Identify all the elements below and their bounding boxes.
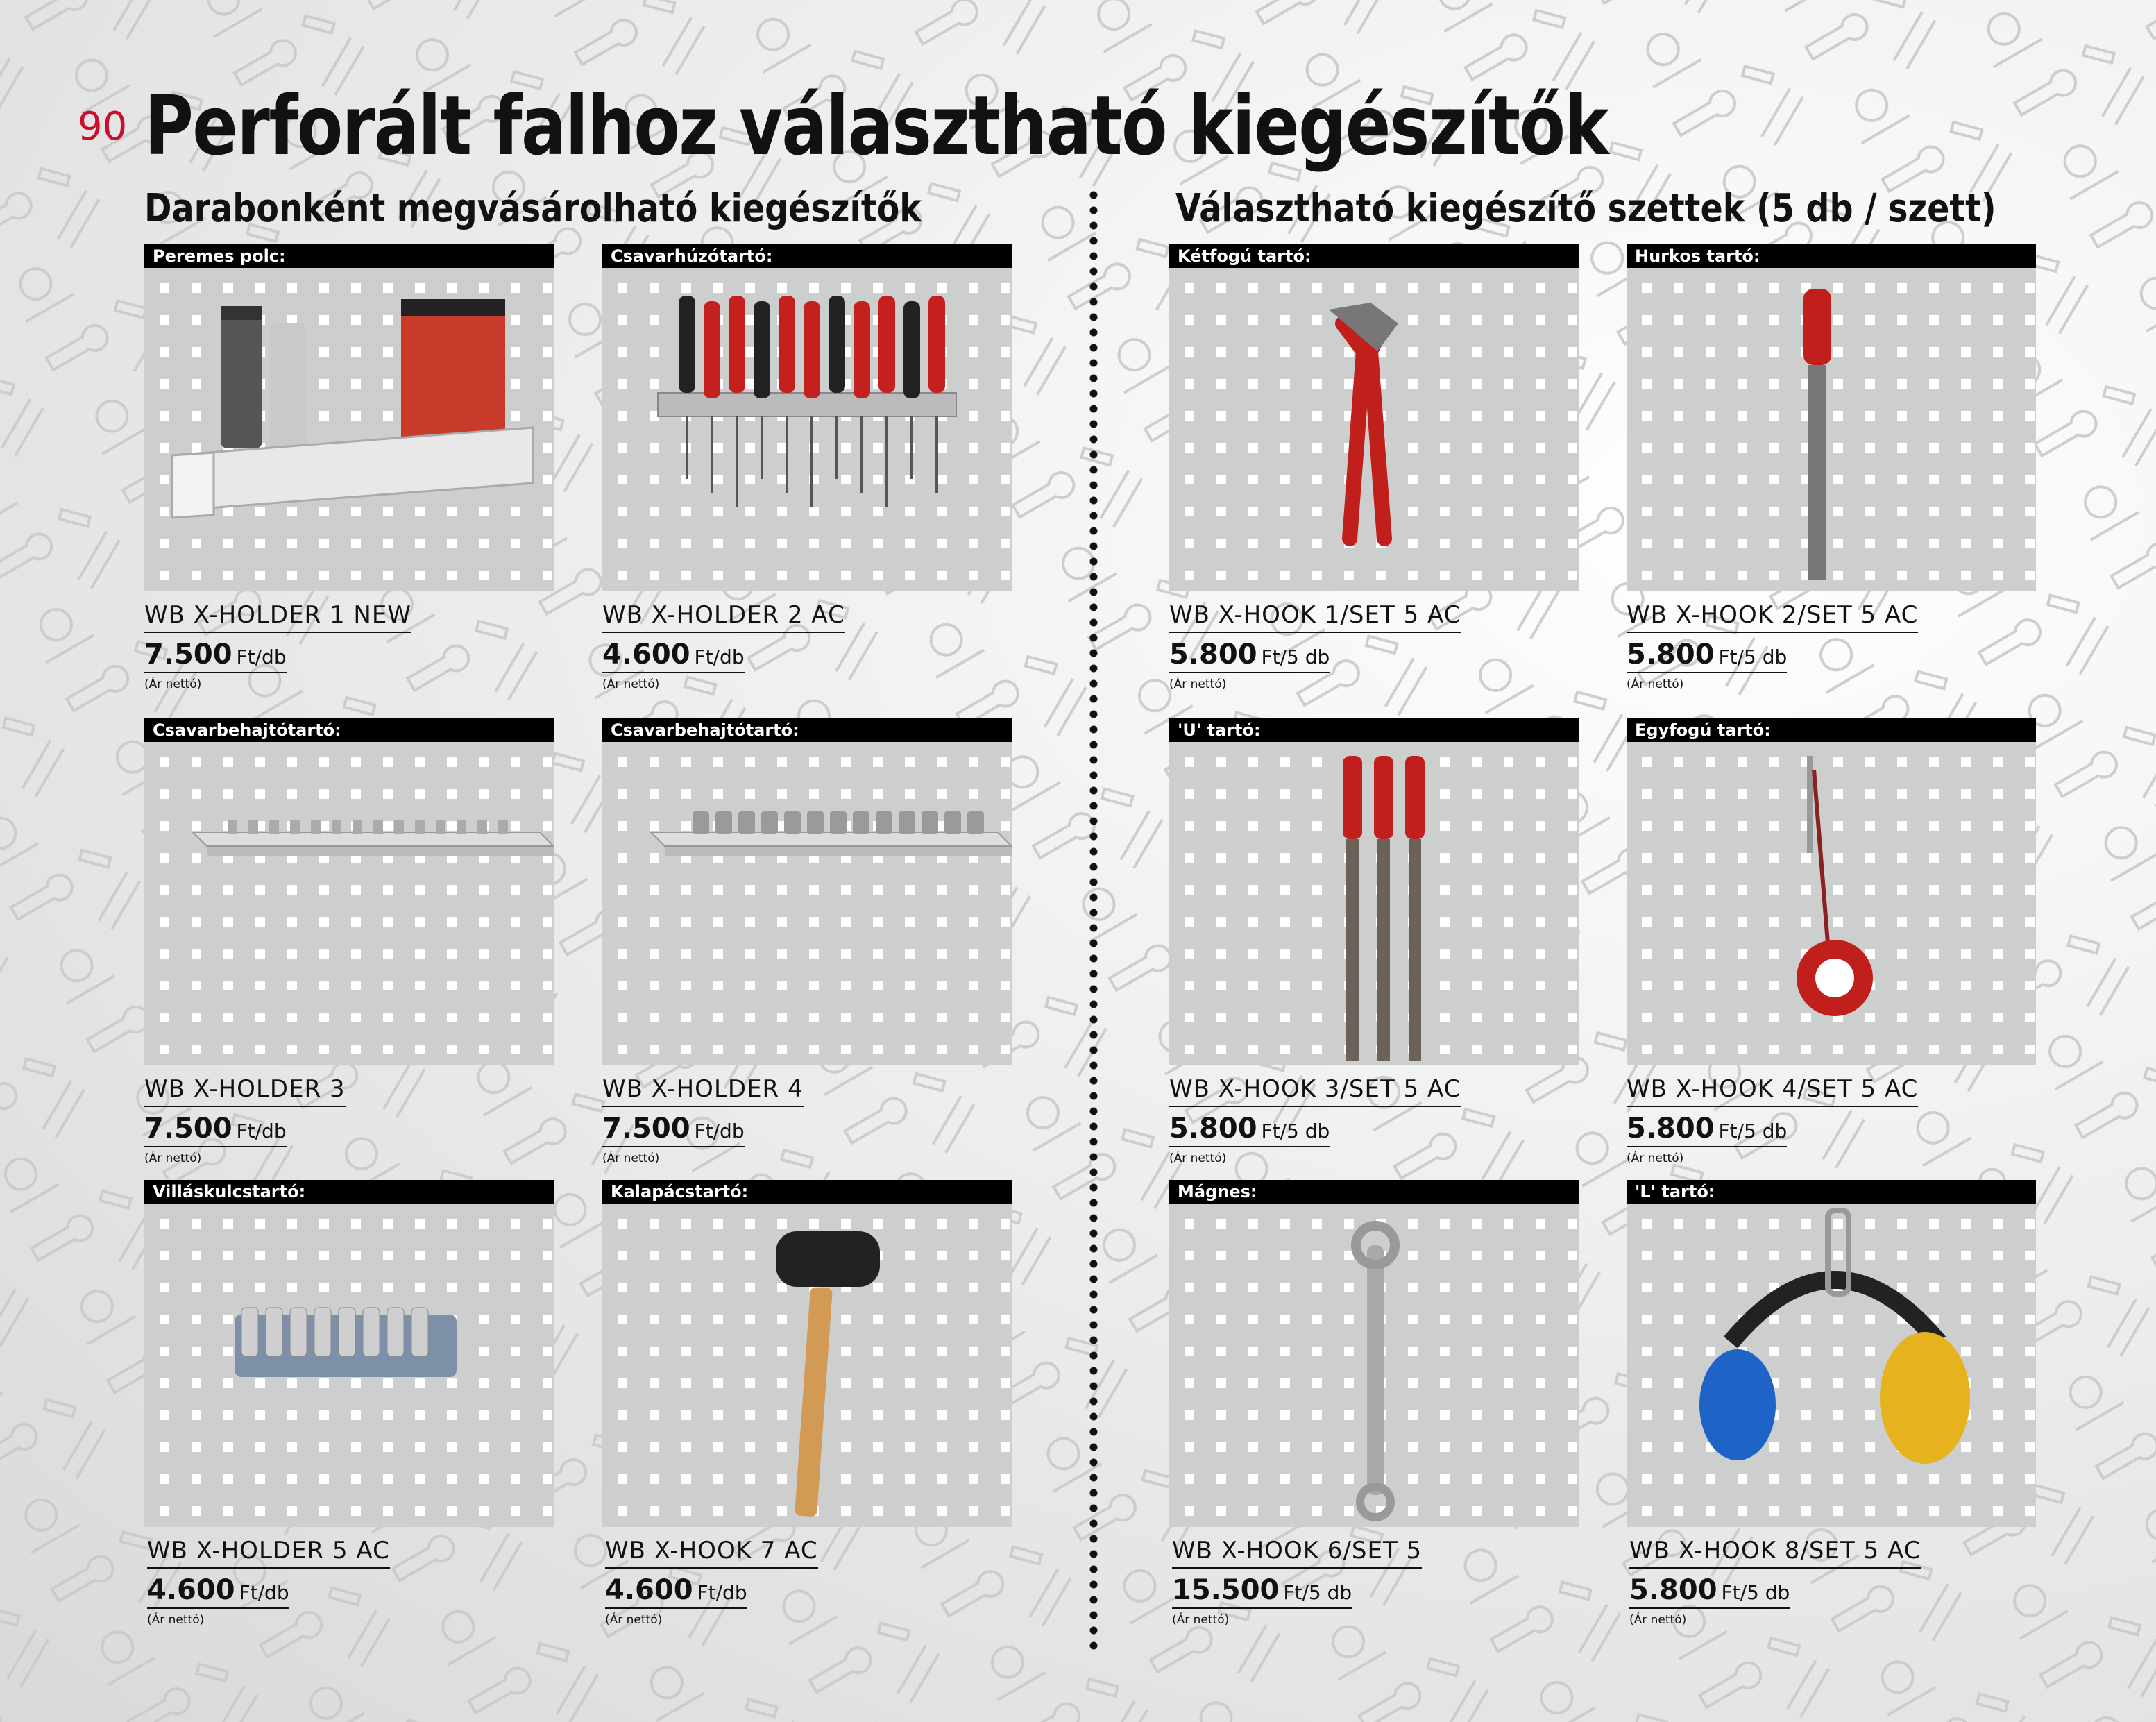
price — [144, 1113, 287, 1147]
price-value: 4.600 — [605, 1574, 693, 1606]
product-photo — [602, 742, 1012, 1065]
price — [602, 1113, 745, 1147]
product-card — [1169, 1180, 1579, 1627]
product-photo — [602, 1204, 1012, 1527]
price-value: 5.800 — [1627, 1113, 1715, 1145]
net-price-note: (Ár nettó) — [605, 1613, 663, 1627]
hammer-holder-icon — [602, 1204, 1012, 1527]
magnet-wrench-icon — [1169, 1204, 1579, 1527]
product-photo — [1169, 268, 1579, 591]
price — [605, 1574, 747, 1609]
product-card — [1627, 244, 2036, 691]
category-label: 'U' tartó: — [1169, 718, 1579, 742]
product-photo — [1627, 268, 2036, 591]
product-code: WB X-HOOK 7 AC — [605, 1537, 818, 1569]
product-card — [1169, 244, 1579, 691]
price — [1172, 1574, 1352, 1609]
bit-holder-rail-icon — [144, 742, 554, 1065]
product-card — [1169, 718, 1579, 1165]
product-card — [144, 718, 554, 1165]
category-label: Kalapácstartó: — [602, 1180, 1012, 1204]
net-price-note: (Ár nettó) — [602, 677, 660, 691]
price-unit: Ft/db — [239, 1581, 289, 1604]
product-code: WB X-HOLDER 5 AC — [147, 1537, 390, 1569]
product-code: WB X-HOOK 6/SET 5 — [1172, 1537, 1422, 1569]
price-unit: Ft/db — [694, 645, 745, 668]
category-label: Hurkos tartó: — [1627, 244, 2036, 268]
net-price-note: (Ár nettó) — [602, 1151, 660, 1165]
dotted-divider — [1089, 187, 1098, 1652]
price — [1627, 639, 1787, 673]
price-value: 5.800 — [1629, 1574, 1717, 1606]
category-label: Csavarbehajtótartó: — [602, 718, 1012, 742]
net-price-note: (Ár nettó) — [1172, 1613, 1230, 1627]
price-unit: Ft/5 db — [1721, 1581, 1790, 1604]
category-label: Kétfogú tartó: — [1169, 244, 1579, 268]
price-unit: Ft/db — [697, 1581, 747, 1604]
product-card — [144, 244, 554, 691]
page-title: Perforált falhoz választható kiegészítők — [144, 78, 1608, 174]
product-card — [1627, 718, 2036, 1165]
category-label: Egyfogú tartó: — [1627, 718, 2036, 742]
price — [602, 639, 745, 673]
category-label: 'L' tartó: — [1627, 1180, 2036, 1204]
wrench-set-holder-icon — [144, 1204, 554, 1527]
ear-muffs-hook-icon — [1627, 1204, 2036, 1527]
product-card — [144, 1180, 554, 1627]
tape-measure-hook-icon — [1627, 742, 2036, 1065]
price — [1627, 1113, 1787, 1147]
product-code: WB X-HOLDER 2 AC — [602, 601, 845, 633]
price-value: 4.600 — [147, 1574, 235, 1606]
product-photo — [1169, 1204, 1579, 1527]
price — [1629, 1574, 1790, 1609]
product-code: WB X-HOOK 4/SET 5 AC — [1627, 1075, 1918, 1107]
category-label: Csavarbehajtótartó: — [144, 718, 554, 742]
price-unit: Ft/5 db — [1283, 1581, 1352, 1604]
product-photo — [144, 1204, 554, 1527]
product-code: WB X-HOLDER 1 NEW — [144, 601, 411, 633]
net-price-note: (Ár nettó) — [144, 1151, 202, 1165]
net-price-note: (Ár nettó) — [1629, 1613, 1687, 1627]
price-value: 5.800 — [1169, 1113, 1257, 1145]
u-hook-files-icon — [1169, 742, 1579, 1065]
screwdriver-rack-icon — [602, 268, 1012, 591]
price-unit: Ft/5 db — [1261, 645, 1330, 668]
product-card — [1627, 1180, 2036, 1627]
category-label: Villáskulcstartó: — [144, 1180, 554, 1204]
net-price-note: (Ár nettó) — [147, 1613, 205, 1627]
product-photo — [144, 742, 554, 1065]
file-loop-hook-icon — [1627, 268, 2036, 591]
price — [1169, 639, 1330, 673]
price-value: 7.500 — [144, 639, 232, 670]
product-photo — [1169, 742, 1579, 1065]
price-unit: Ft/db — [236, 645, 287, 668]
net-price-note: (Ár nettó) — [144, 677, 202, 691]
net-price-note: (Ár nettó) — [1627, 677, 1684, 691]
shelf-with-spray-cans-icon — [144, 268, 554, 591]
price-value: 4.600 — [602, 639, 690, 670]
product-photo — [1627, 742, 2036, 1065]
product-code: WB X-HOOK 1/SET 5 AC — [1169, 601, 1461, 633]
product-code: WB X-HOLDER 3 — [144, 1075, 346, 1107]
price-value: 7.500 — [602, 1113, 690, 1145]
net-price-note: (Ár nettó) — [1169, 677, 1227, 691]
price — [147, 1574, 289, 1609]
right-section-heading: Választható kiegészítő szettek (5 db / szett) — [1175, 186, 1996, 231]
category-label: Peremes polc: — [144, 244, 554, 268]
product-card — [602, 718, 1012, 1165]
product-code: WB X-HOOK 8/SET 5 AC — [1629, 1537, 1921, 1569]
category-label: Csavarhúzótartó: — [602, 244, 1012, 268]
product-photo — [144, 268, 554, 591]
net-price-note: (Ár nettó) — [1169, 1151, 1227, 1165]
pliers-hook-icon — [1169, 268, 1579, 591]
net-price-note: (Ár nettó) — [1627, 1151, 1684, 1165]
socket-rail-icon — [602, 742, 1012, 1065]
price-unit: Ft/db — [236, 1120, 287, 1142]
price-unit: Ft/5 db — [1718, 1120, 1788, 1142]
product-code: WB X-HOLDER 4 — [602, 1075, 804, 1107]
price — [1169, 1113, 1330, 1147]
product-card — [602, 1180, 1012, 1627]
price-value: 7.500 — [144, 1113, 232, 1145]
product-card — [602, 244, 1012, 691]
product-photo — [602, 268, 1012, 591]
category-label: Mágnes: — [1169, 1180, 1579, 1204]
price-unit: Ft/db — [694, 1120, 745, 1142]
left-section-heading: Darabonként megvásárolható kiegészítők — [144, 186, 922, 231]
product-code: WB X-HOOK 2/SET 5 AC — [1627, 601, 1918, 633]
product-photo — [1627, 1204, 2036, 1527]
product-code: WB X-HOOK 3/SET 5 AC — [1169, 1075, 1461, 1107]
price-unit: Ft/5 db — [1261, 1120, 1330, 1142]
price-value: 15.500 — [1172, 1574, 1280, 1606]
price-value: 5.800 — [1169, 639, 1257, 670]
page-number: 90 — [78, 104, 128, 149]
price — [144, 639, 287, 673]
price-unit: Ft/5 db — [1718, 645, 1788, 668]
price-value: 5.800 — [1627, 639, 1715, 670]
